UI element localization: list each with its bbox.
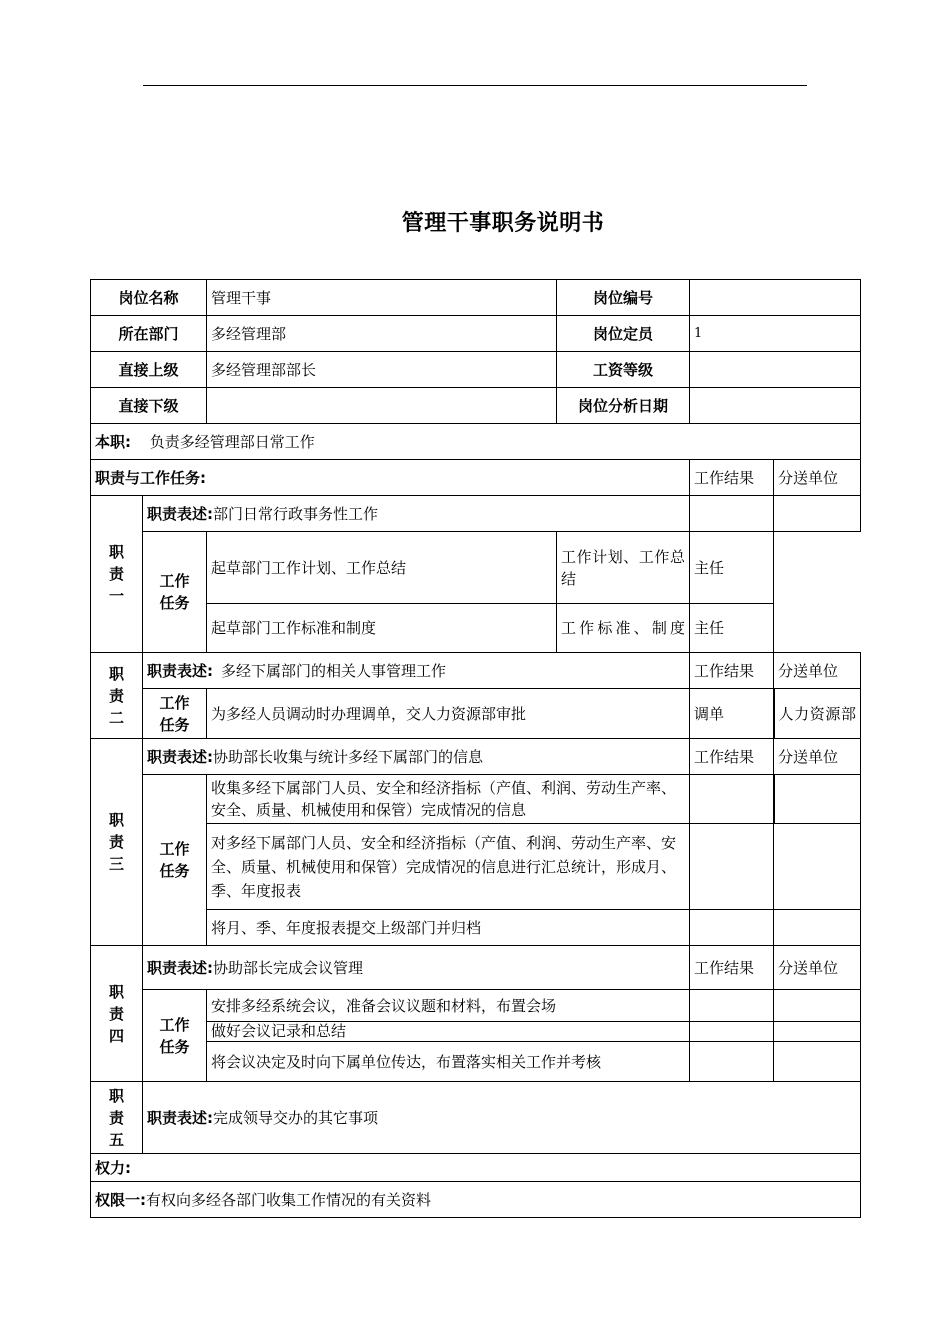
- superior-value: 多经管理部部长: [207, 352, 557, 388]
- d1-task-row-1: [91, 532, 861, 604]
- post-no-value: [690, 280, 861, 316]
- duties-header-dest: 分送单位: [774, 460, 861, 496]
- d4-desc-dest: 分送单位: [774, 946, 861, 990]
- d3-desc-row: [91, 739, 861, 775]
- d1-task-2: 起草部门工作标准和制度: [207, 604, 557, 653]
- d4-desc-row: [91, 946, 861, 990]
- d3-task-1-result: [690, 775, 774, 824]
- d1-task-1: 起草部门工作计划、工作总结: [207, 532, 557, 604]
- d2-task-row-1: [91, 689, 861, 739]
- document-title: 管理干事职务说明书: [401, 211, 605, 236]
- d2-desc-result: 工作结果: [690, 653, 774, 689]
- d1-task-label: 工作 任务: [143, 532, 207, 653]
- headcount-value: 1: [690, 316, 861, 352]
- dept-value: 多经管理部: [207, 316, 557, 352]
- d4-desc-result: 工作结果: [690, 946, 774, 990]
- duties-header-label: 职责与工作任务:: [91, 460, 690, 496]
- salary-label: 工资等级: [557, 352, 690, 388]
- d1-desc-result: [690, 496, 774, 532]
- row-duties-header: [91, 460, 861, 496]
- row-main-duty: [91, 424, 861, 460]
- d4-task-label: 工作 任务: [143, 990, 207, 1082]
- d3-desc: 职责表述:协助部长收集与统计多经下属部门的信息: [143, 739, 690, 775]
- header-rule: [143, 85, 807, 86]
- d2-task-1: 为多经人员调动时办理调单，交人力资源部审批: [207, 689, 690, 739]
- superior-label: 直接上级: [91, 352, 207, 388]
- main-duty-label: 本职:: [95, 432, 131, 451]
- d1-task-1-dest: 主任: [690, 532, 774, 604]
- d4-task-row-3: [91, 1042, 861, 1082]
- d1-desc-dest: [774, 496, 861, 532]
- d1-task-row-2: [91, 604, 861, 653]
- d3-task-2-result: [690, 824, 774, 910]
- d4-task-3-result: [690, 1042, 774, 1082]
- d5-label: 职 责 五: [91, 1082, 143, 1154]
- d3-desc-result: 工作结果: [690, 739, 774, 775]
- d5-desc: 职责表述:完成领导交办的其它事项: [143, 1082, 861, 1154]
- row-dept: [91, 316, 861, 352]
- d1-task-2-dest: 主任: [690, 604, 774, 653]
- row-post-name: [91, 280, 861, 316]
- d2-desc-dest: 分送单位: [774, 653, 861, 689]
- headcount-label: 岗位定员: [557, 316, 690, 352]
- d4-task-2-dest: [774, 1022, 861, 1042]
- d5-row: [91, 1082, 861, 1154]
- d2-desc: 职责表述: 多经下属部门的相关人事管理工作: [143, 653, 690, 689]
- row-superior: [91, 352, 861, 388]
- d4-task-1-dest: [774, 990, 861, 1022]
- d2-task-label: 工作 任务: [143, 689, 207, 739]
- analysis-date-label: 岗位分析日期: [557, 388, 690, 424]
- d1-desc-row: [91, 496, 861, 532]
- main-duty-text: 负责多经管理部日常工作: [149, 432, 315, 451]
- d4-task-row-2: [91, 1022, 861, 1042]
- d4-task-3: 将会议决定及时向下属单位传达，布置落实相关工作并考核: [207, 1042, 690, 1082]
- d4-task-row-1: [91, 990, 861, 1022]
- d1-desc: 职责表述:部门日常行政事务性工作: [143, 496, 690, 532]
- post-no-label: 岗位编号: [557, 280, 690, 316]
- limit1-row: [91, 1182, 861, 1218]
- d3-task-3-dest: [774, 910, 861, 946]
- d4-task-2-result: [690, 1022, 774, 1042]
- d3-task-row-2: [91, 824, 861, 910]
- d2-task-1-result: 调单: [690, 689, 774, 739]
- d3-task-3: 将月、季、年度报表提交上级部门并归档: [207, 910, 690, 946]
- analysis-date-value: [690, 388, 861, 424]
- d4-label: 职 责 四: [91, 946, 143, 1082]
- subordinate-value: [207, 388, 557, 424]
- d1-task-2-result: 工作标准、制度: [557, 604, 690, 653]
- d2-task-1-dest: 人力资源部: [774, 689, 861, 739]
- d3-task-row-3: [91, 910, 861, 946]
- d4-task-2: 做好会议记录和总结: [207, 1022, 690, 1042]
- d1-label: 职 责 一: [91, 496, 143, 653]
- salary-value: [690, 352, 861, 388]
- duties-header-result: 工作结果: [690, 460, 774, 496]
- subordinate-label: 直接下级: [91, 388, 207, 424]
- post-name-label: 岗位名称: [91, 280, 207, 316]
- d3-task-1: 收集多经下属部门人员、安全和经济指标（产值、利润、劳动生产率、安全、质量、机械使用和保管）完成情况的信息: [207, 775, 690, 824]
- d4-task-1: 安排多经系统会议，准备会议议题和材料，布置会场: [207, 990, 690, 1022]
- power-row: [91, 1154, 861, 1182]
- d3-task-3-result: [690, 910, 774, 946]
- d4-task-3-dest: [774, 1042, 861, 1082]
- d2-label: 职 责 二: [91, 653, 143, 739]
- d3-task-row-1: [91, 775, 861, 824]
- limit1-label: 权限一:: [95, 1190, 146, 1209]
- power-label: 权力:: [91, 1154, 861, 1182]
- d3-task-label: 工作 任务: [143, 775, 207, 946]
- d2-desc-row: [91, 653, 861, 689]
- main-duty: [91, 424, 861, 460]
- row-subordinate: [91, 388, 861, 424]
- d3-task-2: 对多经下属部门人员、安全和经济指标（产值、利润、劳动生产率、安全、质量、机械使用和保管）完成情况的信息进行汇总统计，形成月、季、年度报表: [207, 824, 690, 910]
- d1-task-1-result: 工作计划、工作总结: [557, 532, 690, 604]
- d3-task-2-dest: [774, 824, 861, 910]
- d3-label: 职 责 三: [91, 739, 143, 946]
- post-name-value: 管理干事: [207, 280, 557, 316]
- dept-label: 所在部门: [91, 316, 207, 352]
- d3-task-1-dest: [774, 775, 861, 824]
- limit1: [91, 1182, 861, 1218]
- d4-task-1-result: [690, 990, 774, 1022]
- d4-desc: 职责表述:协助部长完成会议管理: [143, 946, 690, 990]
- limit1-text: 有权向多经各部门收集工作情况的有关资料: [146, 1190, 432, 1209]
- d3-desc-dest: 分送单位: [774, 739, 861, 775]
- job-description-table: [90, 279, 861, 1218]
